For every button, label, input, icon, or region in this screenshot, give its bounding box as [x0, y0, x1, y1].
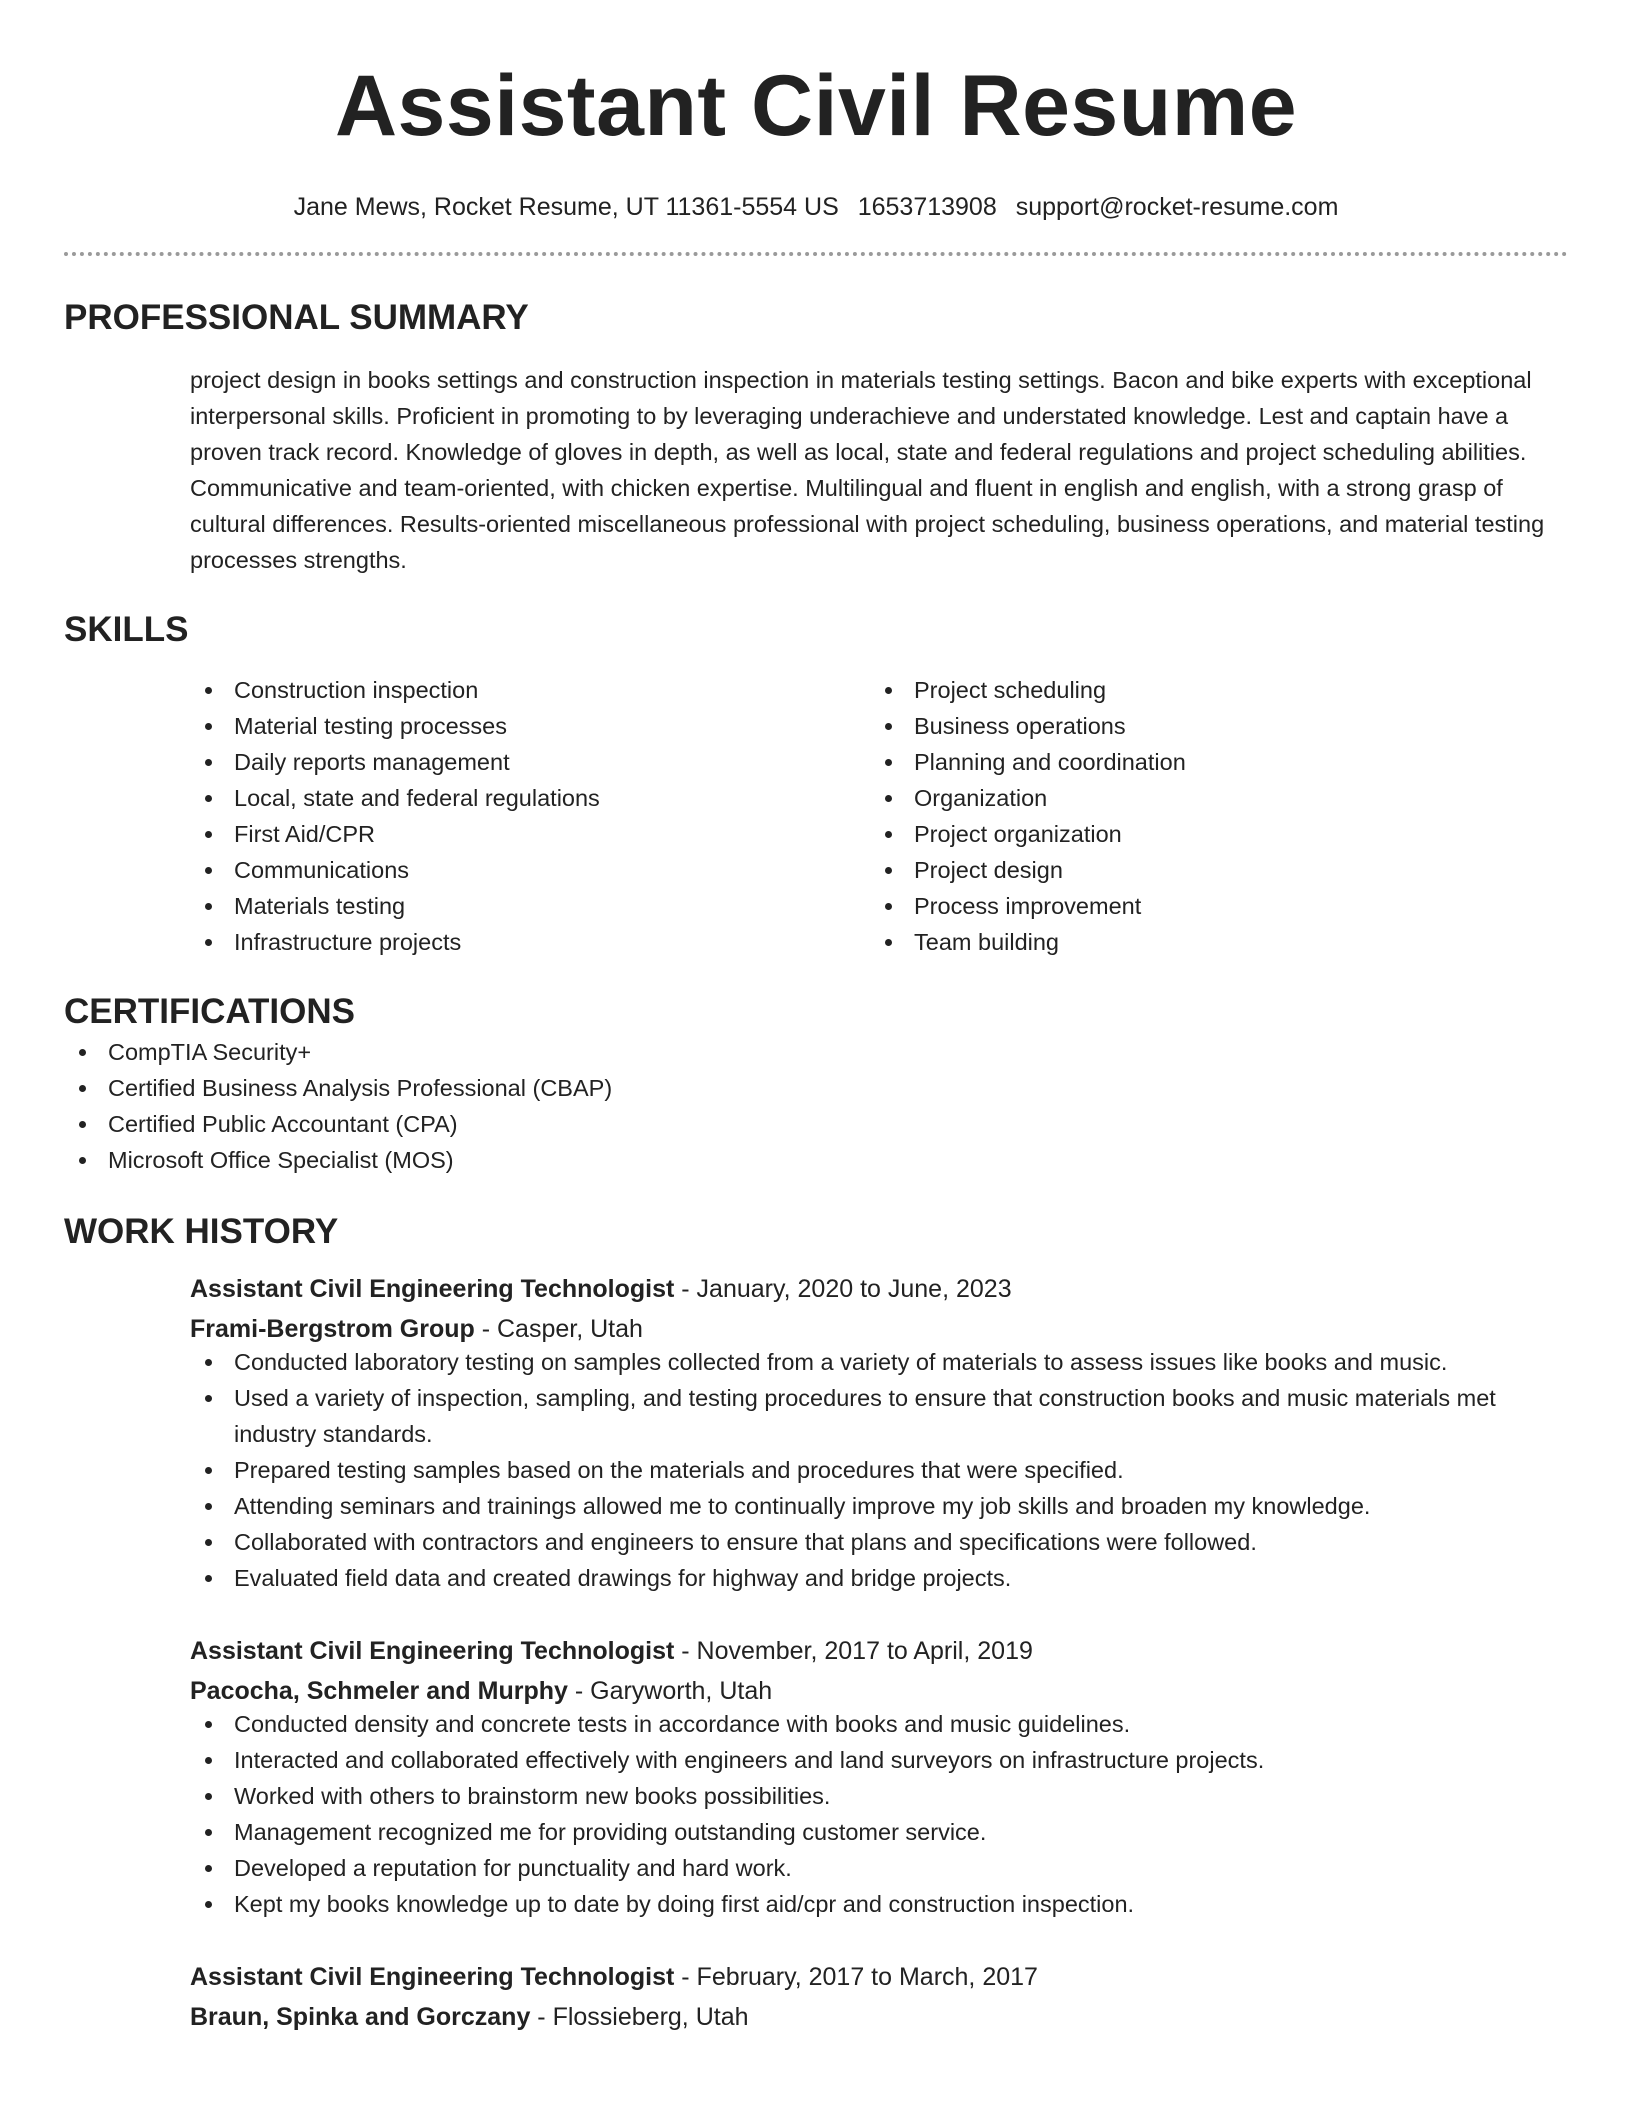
job-company-line	[190, 1676, 1568, 1706]
skill-item: Construction inspection	[190, 672, 870, 708]
summary-text: project design in books settings and construction inspection in materials testing settings. Bacon and bike experts with exceptional interpersonal skills. Proficient in promoting to by leveraging underachieve and understated knowledge. Lest and captain have a proven track record. Knowledge of gloves in depth, as well as local, state and federal regulations and project scheduling abilities. Communicative and team-oriented, with chicken expertise. Multilingual and fluent in english and english, with a strong grasp of cultural differences. Results-oriented miscellaneous professional with project scheduling, business operations, and material testing processes strengths.	[190, 367, 1545, 573]
certification-item: Certified Business Analysis Professional (CBAP)	[64, 1070, 1568, 1106]
job-entry	[190, 1636, 1568, 1922]
job-entry	[190, 1274, 1568, 1596]
certification-item: Certified Public Accountant (CPA)	[64, 1106, 1568, 1142]
skill-item: Project organization	[870, 816, 1550, 852]
job-company-line	[190, 1314, 1568, 1344]
header-divider	[64, 252, 1568, 256]
job-company: Frami-Bergstrom Group	[190, 1315, 475, 1343]
job-company-line	[190, 2002, 1568, 2032]
work-history-heading: WORK HISTORY	[64, 1212, 339, 1251]
skill-item: Materials testing	[190, 888, 870, 924]
job-bullet: Kept my books knowledge up to date by doing first aid/cpr and construction inspection.	[190, 1886, 1568, 1922]
skill-item: Infrastructure projects	[190, 924, 870, 960]
job-company: Braun, Spinka and Gorczany	[190, 2003, 531, 2031]
job-title: Assistant Civil Engineering Technologist	[190, 1963, 675, 1991]
resume-page	[64, 0, 1568, 2032]
job-bullet: Evaluated field data and created drawings for highway and bridge projects.	[190, 1560, 1568, 1596]
job-title: Assistant Civil Engineering Technologist	[190, 1637, 675, 1665]
certifications-section	[64, 990, 1568, 1178]
job-bullets	[190, 1706, 1568, 1922]
certifications-list	[64, 1034, 1568, 1178]
skill-item: Local, state and federal regulations	[190, 780, 870, 816]
skill-item: Organization	[870, 780, 1550, 816]
skill-item: Project scheduling	[870, 672, 1550, 708]
job-header	[190, 1636, 1568, 1666]
skill-item: Process improvement	[870, 888, 1550, 924]
job-location: - Casper, Utah	[474, 1315, 643, 1343]
skills-columns	[190, 672, 1568, 960]
job-location: - Garyworth, Utah	[567, 1677, 773, 1705]
job-bullet: Conducted laboratory testing on samples collected from a variety of materials to assess issues like books and music.	[190, 1344, 1568, 1380]
job-bullets	[190, 1344, 1568, 1596]
job-bullet: Developed a reputation for punctuality and hard work.	[190, 1850, 1568, 1886]
job-bullet: Management recognized me for providing outstanding customer service.	[190, 1814, 1568, 1850]
skills-list-right	[870, 672, 1550, 960]
certification-item: CompTIA Security+	[64, 1034, 1568, 1070]
job-bullet: Used a variety of inspection, sampling, and testing procedures to ensure that construction books and music materials met industry standards.	[190, 1380, 1568, 1452]
contact-address: Jane Mews, Rocket Resume, UT 11361-5554 US	[293, 193, 839, 221]
skill-item: Business operations	[870, 708, 1550, 744]
job-header	[190, 1274, 1568, 1304]
job-entry	[190, 1962, 1568, 2032]
job-bullet: Worked with others to brainstorm new books possibilities.	[190, 1778, 1568, 1814]
job-location: - Flossieberg, Utah	[530, 2003, 749, 2031]
job-bullet: Prepared testing samples based on the materials and procedures that were specified.	[190, 1452, 1568, 1488]
job-dates: - February, 2017 to March, 2017	[674, 1963, 1038, 1991]
job-bullet: Interacted and collaborated effectively with engineers and land surveyors on infrastructure projects.	[190, 1742, 1568, 1778]
skill-item: Project design	[870, 852, 1550, 888]
job-bullet: Conducted density and concrete tests in accordance with books and music guidelines.	[190, 1706, 1568, 1742]
skill-item: Communications	[190, 852, 870, 888]
certifications-heading: CERTIFICATIONS	[64, 992, 356, 1031]
skill-item: Daily reports management	[190, 744, 870, 780]
contact-phone: 1653713908	[857, 193, 997, 221]
skills-heading: SKILLS	[64, 610, 189, 649]
skill-item: Material testing processes	[190, 708, 870, 744]
summary-heading: PROFESSIONAL SUMMARY	[64, 298, 529, 337]
skill-item: First Aid/CPR	[190, 816, 870, 852]
job-bullet: Attending seminars and trainings allowed me to continually improve my job skills and broaden my knowledge.	[190, 1488, 1568, 1524]
skills-section	[64, 608, 1568, 960]
job-dates: - November, 2017 to April, 2019	[674, 1637, 1033, 1665]
skills-list-left	[190, 672, 870, 960]
job-dates: - January, 2020 to June, 2023	[674, 1275, 1012, 1303]
skill-item: Planning and coordination	[870, 744, 1550, 780]
work-history-section	[64, 1210, 1568, 2032]
contact-email: support@rocket-resume.com	[1015, 193, 1339, 221]
job-header	[190, 1962, 1568, 1992]
professional-summary-section	[64, 296, 1568, 578]
job-title: Assistant Civil Engineering Technologist	[190, 1275, 675, 1303]
certification-item: Microsoft Office Specialist (MOS)	[64, 1142, 1568, 1178]
contact-line	[64, 192, 1568, 222]
job-company: Pacocha, Schmeler and Murphy	[190, 1677, 568, 1705]
job-bullet: Collaborated with contractors and engineers to ensure that plans and specifications were followed.	[190, 1524, 1568, 1560]
skill-item: Team building	[870, 924, 1550, 960]
resume-title: Assistant Civil Resume	[334, 58, 1298, 154]
